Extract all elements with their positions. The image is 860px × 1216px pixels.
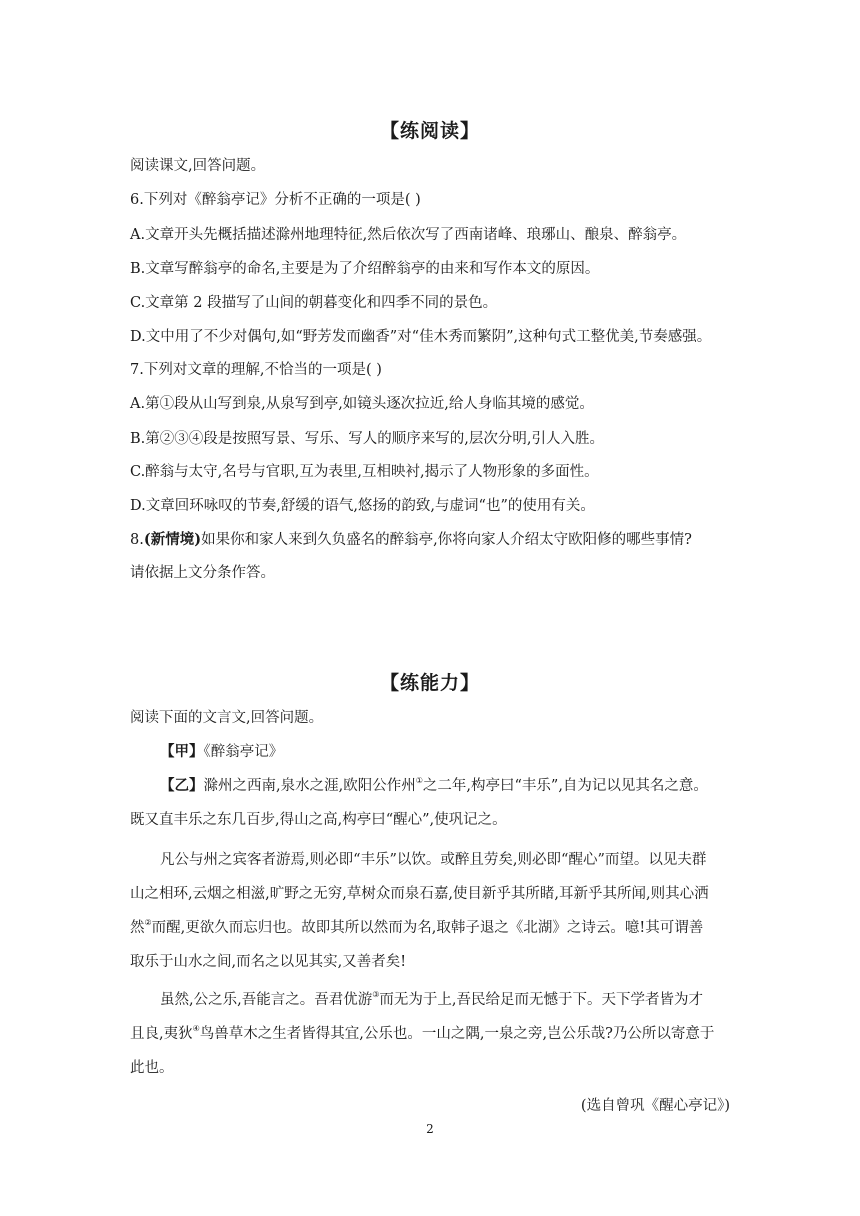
question-6-option-a: A.文章开头先概括描述滁州地理特征,然后依次写了西南诸峰、琅琊山、酿泉、醉翁亭。: [130, 227, 687, 243]
text-yi-p2-line-3: 然②而醒,更欲久而忘归也。故即其所以然而为名,取韩子退之《北湖》之诗云。噫!其可谓善: [130, 918, 704, 936]
question-6-stem: 6.下列对《醉翁亭记》分析不正确的一项是( ): [130, 192, 421, 208]
question-7-option-a: A.第①段从山写到泉,从泉写到亭,如镜头逐次拉近,给人身临其境的感觉。: [130, 396, 594, 412]
text-yi-p3-line-1: 虽然,公之乐,吾能言之。吾君优游③而无为于上,吾民给足而无憾于下。天下学者皆为才: [160, 990, 703, 1008]
question-8-number: 8.: [130, 532, 144, 548]
text-yi-line-2: 既又直丰乐之东几百步,得山之高,构亭曰“醒心”,使巩记之。: [130, 812, 507, 828]
text-jia: [160, 742, 770, 762]
text-yi-p2-line-1: 凡公与州之宾客者游焉,则必即“丰乐”以饮。或醉且劳矣,则必即“醒心”而望。以见夫群: [160, 852, 707, 868]
question-7-option-d: D.文章回环咏叹的节奏,舒缓的语气,悠扬的韵致,与虚词“也”的使用有关。: [130, 498, 595, 514]
question-8-line-2: 请依据上文分条作答。: [130, 565, 275, 581]
new-context-tag: (新情境): [143, 531, 202, 548]
question-8-text: 如果你和家人来到久负盛名的醉翁亭,你将向家人介绍太守欧阳修的哪些事情?: [201, 532, 692, 548]
question-6-option-c: C.文章第 2 段描写了山间的朝暮变化和四季不同的景色。: [130, 295, 498, 311]
yi-tag: 【乙】: [160, 777, 204, 794]
question-7-stem: 7.下列对文章的理解,不恰当的一项是( ): [130, 362, 382, 378]
text-yi-p3-line-3: 此也。: [130, 1060, 174, 1076]
footnote-marker-3: ③: [372, 990, 380, 999]
footnote-marker-4: ④: [192, 1024, 200, 1033]
question-7-option-b: B.第②③④段是按照写景、写乐、写人的顺序来写的,层次分明,引人入胜。: [130, 431, 604, 447]
text-yi-line-1: 【乙】滁州之西南,泉水之涯,欧阳公作州①之二年,构亭曰“丰乐”,自为记以见其名之意。: [160, 776, 708, 794]
source-citation: (选自曾巩《醒心亭记》): [580, 1098, 730, 1114]
jia-tag: 【甲】: [160, 743, 204, 760]
text-yi-p2-line-4: 取乐于山水之间,而名之以见其实,又善者矣!: [130, 954, 407, 970]
ability-intro: 阅读下面的文言文,回答问题。: [130, 710, 324, 726]
question-8-line-1: [130, 530, 740, 550]
reading-section-heading: 【练阅读】: [379, 120, 480, 142]
reading-intro: 阅读课文,回答问题。: [130, 158, 266, 174]
question-6-option-d: D.文中用了不少对偶句,如“野芳发而幽香”对“佳木秀而繁阴”,这种句式工整优美,节奏感强。: [130, 329, 712, 345]
text-yi-p2-line-2: 山之相环,云烟之相滋,旷野之无穷,草树众而泉石嘉,使目新乎其所睹,耳新乎其所闻,则其心洒: [130, 886, 709, 902]
question-6-option-b: B.文章写醉翁亭的命名,主要是为了介绍醉翁亭的由来和写作本文的原因。: [130, 261, 600, 277]
question-7-option-c: C.醉翁与太守,名号与官职,互为表里,互相映衬,揭示了人物形象的多面性。: [130, 464, 599, 480]
page-number: 2: [426, 1122, 434, 1136]
footnote-marker-2: ②: [144, 918, 152, 927]
jia-title: 《醉翁亭记》: [203, 744, 284, 760]
text-yi-p3-line-2: 且良,夷狄④鸟兽草木之生者皆得其宜,公乐也。一山之隅,一泉之旁,岂公乐哉?乃公所以寄意于: [130, 1024, 715, 1042]
footnote-marker-1: ①: [415, 776, 423, 785]
ability-section-heading: 【练能力】: [379, 672, 480, 694]
